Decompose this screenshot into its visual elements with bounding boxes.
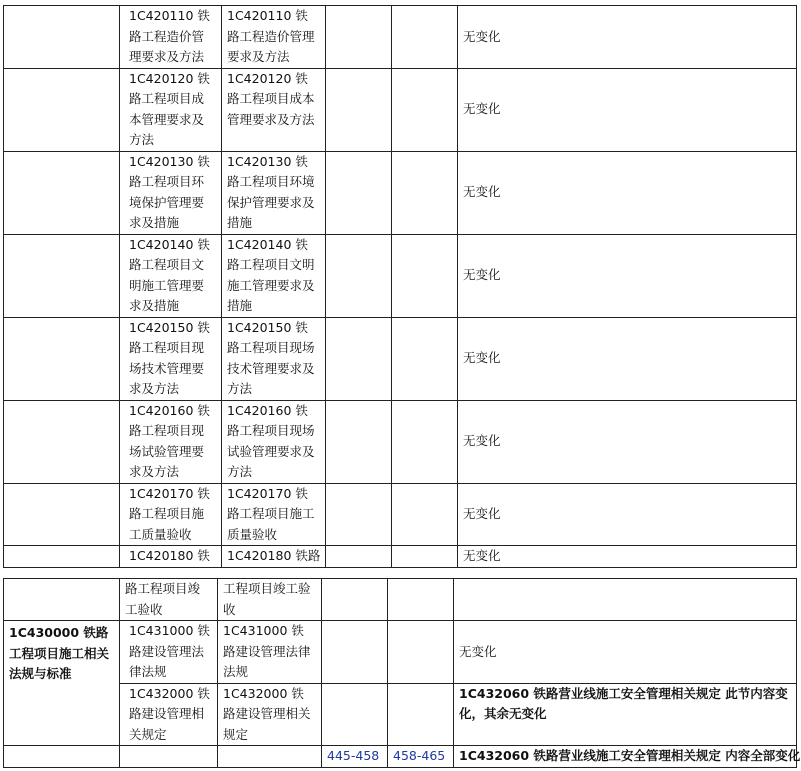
change-cell: 无变化 <box>458 6 797 69</box>
change-cell: 无变化 <box>458 151 797 234</box>
old-section-cell: 1C420160 铁路工程项目现场试验管理要求及方法 <box>120 400 222 483</box>
new-section-cell: 1C432000 铁路建设管理相关规定 <box>218 683 322 746</box>
new-pages-cell <box>392 6 458 69</box>
table-row <box>4 683 797 746</box>
old-section-cell <box>120 746 218 768</box>
change-cell: 无变化 <box>458 317 797 400</box>
table-row <box>4 234 797 317</box>
old-section-cell: 1C420130 铁路工程项目环境保护管理要求及措施 <box>120 151 222 234</box>
new-section-cell: 1C420160 铁路工程项目现场试验管理要求及方法 <box>222 400 326 483</box>
new-pages-cell <box>388 683 454 746</box>
old-pages-cell <box>322 683 388 746</box>
change-cell: 1C432060 铁路营业线施工安全管理相关规定 内容全部变化 <box>454 746 797 768</box>
table-row <box>4 68 797 151</box>
section-cell <box>4 234 120 317</box>
table-row <box>4 6 797 69</box>
section-cell <box>4 546 120 568</box>
section-cell <box>4 151 120 234</box>
new-section-cell: 1C420110 铁路工程造价管理要求及方法 <box>222 6 326 69</box>
section-cell <box>4 579 120 621</box>
change-cell: 无变化 <box>458 68 797 151</box>
section-cell <box>4 317 120 400</box>
new-pages-cell <box>392 400 458 483</box>
table-row <box>4 317 797 400</box>
old-section-cell: 1C420170 铁路工程项目施工质量验收 <box>120 483 222 546</box>
section-cell <box>4 400 120 483</box>
old-pages-cell <box>322 579 388 621</box>
old-section-cell: 1C420180 铁 <box>120 546 222 568</box>
new-section-cell: 工程项目竣工验收 <box>218 579 322 621</box>
old-section-cell: 1C431000 铁路建设管理法律法规 <box>120 621 218 684</box>
old-pages-cell <box>326 483 392 546</box>
table-row <box>4 579 797 621</box>
new-pages-cell <box>388 621 454 684</box>
old-pages-cell <box>326 317 392 400</box>
old-pages-cell <box>326 400 392 483</box>
old-section-cell: 路工程项目竣工验收 <box>120 579 218 621</box>
section-title-cell: 1C430000 铁路工程项目施工相关法规与标准 <box>4 621 120 746</box>
change-cell: 无变化 <box>458 483 797 546</box>
change-cell: 1C432060 铁路营业线施工安全管理相关规定 此节内容变化，其余无变化 <box>454 683 797 746</box>
old-pages-cell <box>326 151 392 234</box>
new-pages-cell <box>392 483 458 546</box>
new-pages-cell <box>392 68 458 151</box>
table-row <box>4 400 797 483</box>
section-cell <box>4 68 120 151</box>
new-section-cell: 1C420130 铁路工程项目环境保护管理要求及措施 <box>222 151 326 234</box>
old-pages-cell <box>326 546 392 568</box>
old-section-cell: 1C420120 铁路工程项目成本管理要求及方法 <box>120 68 222 151</box>
new-pages-cell <box>388 579 454 621</box>
table-row <box>4 483 797 546</box>
old-section-cell: 1C432000 铁路建设管理相关规定 <box>120 683 218 746</box>
old-pages-cell: 445-458 <box>322 746 388 768</box>
new-section-cell: 1C431000 铁路建设管理法律法规 <box>218 621 322 684</box>
table-row <box>4 621 797 684</box>
new-section-cell <box>218 746 322 768</box>
new-section-cell: 1C420140 铁路工程项目文明施工管理要求及措施 <box>222 234 326 317</box>
section-cell <box>4 483 120 546</box>
old-pages-cell <box>322 621 388 684</box>
old-pages-cell <box>326 234 392 317</box>
change-cell: 无变化 <box>458 234 797 317</box>
section-cell <box>4 746 120 768</box>
new-section-cell: 1C420120 铁路工程项目成本管理要求及方法 <box>222 68 326 151</box>
change-cell: 无变化 <box>458 546 797 568</box>
old-pages-cell <box>326 68 392 151</box>
old-section-cell: 1C420140 铁路工程项目文明施工管理要求及措施 <box>120 234 222 317</box>
new-section-cell: 1C420170 铁路工程项目施工质量验收 <box>222 483 326 546</box>
comparison-table-part1 <box>3 5 797 568</box>
new-pages-cell <box>392 317 458 400</box>
section-cell <box>4 6 120 69</box>
new-pages-cell <box>392 234 458 317</box>
change-cell: 无变化 <box>458 400 797 483</box>
comparison-table-part2 <box>3 578 801 768</box>
old-section-cell: 1C420110 铁路工程造价管理要求及方法 <box>120 6 222 69</box>
table-row <box>4 151 797 234</box>
new-section-cell: 1C420180 铁路 <box>222 546 326 568</box>
old-pages-cell <box>326 6 392 69</box>
change-cell: 无变化 <box>454 621 797 684</box>
new-section-cell: 1C420150 铁路工程项目现场技术管理要求及方法 <box>222 317 326 400</box>
new-pages-cell <box>392 546 458 568</box>
new-pages-cell: 458-465 <box>388 746 454 768</box>
table-row <box>4 746 797 768</box>
change-cell <box>454 579 797 621</box>
old-section-cell: 1C420150 铁路工程项目现场技术管理要求及方法 <box>120 317 222 400</box>
table-row <box>4 546 797 568</box>
new-pages-cell <box>392 151 458 234</box>
